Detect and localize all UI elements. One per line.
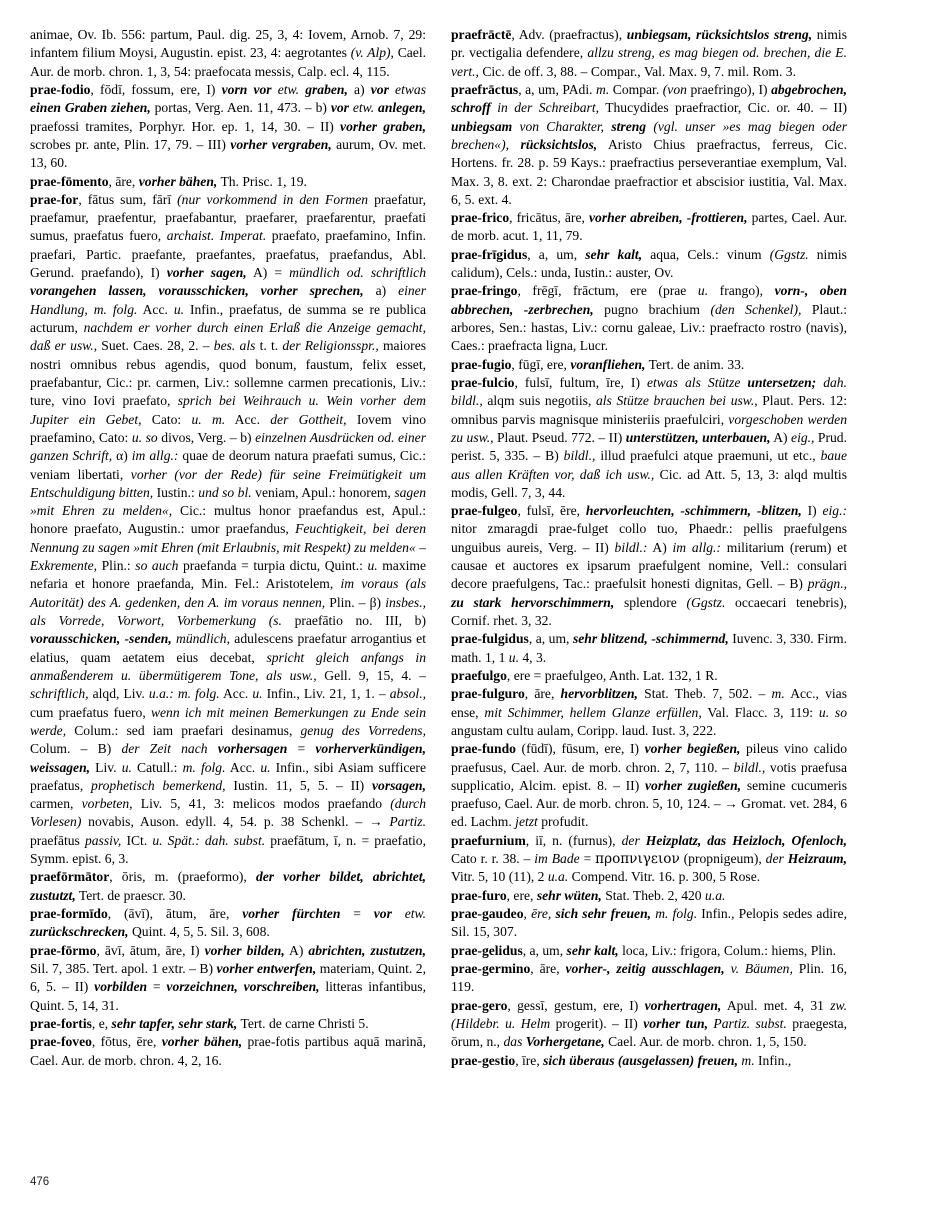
page-columns (30, 26, 906, 1156)
dictionary-entry: prae-formīdo, (āvī), ātum, āre, vorher fürchten = vor etw. zurückschrecken, Quint. 4, 5, 5. Sil. 3, 608. (30, 906, 426, 940)
dictionary-entry: praefrāctus, a, um, PAdi. m. Compar. (von praefringo), I) abgebrochen, schroff in der Schreibart, Thucydides praefractior, Cic. or. 40. – II) unbiegsam von Charakter, streng (vgl. unser »es mag biegen oder brechen«), rücksichtslos, Aristo Chius praefractus, ferreus, Cic. Hortens. fr. 28. p. 59 Kays.: praefractius perseverantiae exemplum, Val. Max. 3, 8. ext. 2: Charondae praefractior et abscisior iustitia, Val. Max. 6, 5. ext. 4. (451, 81, 848, 207)
dictionary-entry: prae-fodio, fōdī, fossum, ere, I) vorn vor etw. graben, a) vor etwas einen Graben ziehen, portas, Verg. Aen. 11, 473. – b) vor etw. anlegen, praefossi tramites, Porphyr. Hor. ep. 1, 14, 30. – II) vorher graben, scrobes pr. ante, Plin. 17, 79. – III) vorher vergraben, aurum, Ov. met. 13, 60. (30, 81, 427, 171)
dictionary-entry: prae-fōrmo, āvī, ātum, āre, I) vorher bilden, A) abrichten, zustutzen, Sil. 7, 385. Tert. apol. 1 extr. – B) vorher entwerfen, materiam, Quint. 2, 6, 5. – II) vorbilden = vorzeichnen, vorschreiben, litteras infantibus, Quint. 5, 14, 31. (30, 942, 427, 1013)
dictionary-entry: prae-gestio, īre, sich überaus (ausgelassen) freuen, m. Infin., (451, 1052, 792, 1068)
dictionary-entry: prae-foveo, fōtus, ēre, vorher bähen, prae-fotis partibus aquā marinā, Cael. Aur. de morb. chron. 4, 2, 16. (30, 1034, 426, 1068)
page-number: 476 (30, 1176, 50, 1188)
right-text-column (451, 26, 847, 1156)
dictionary-entry: prae-fulguro, āre, hervorblitzen, Stat. Theb. 7, 502. – m. Acc., vias ense, mit Schimmer, hellem Glanze erfüllen, Val. Flacc. 3, 119: u. so angustam cultu aulam, Coripp. laud. Iust. 3, 222. (451, 686, 848, 738)
dictionary-entry: prae-gero, gessī, gestum, ere, I) vorhertragen, Apul. met. 4, 31 zw. (Hildebr. u. Helm progerit). – II) vorher tun, Partiz. subst. praegesta, ōrum, n., das Vorhergetane, Cael. Aur. de morb. chron. 1, 5, 150. (451, 997, 847, 1050)
dictionary-entry: prae-fulgidus, a, um, sehr blitzend, -schimmernd, Iuvenc. 3, 330. Firm. math. 1, 1 u. 4, 3. (451, 631, 847, 665)
dictionary-entry: prae-fulgeo, fulsī, ēre, hervorleuchten, -schimmern, -blitzen, I) eig.: nitor zmaragdi prae-fulget collo tuo, Phaedr.: pellis praefulgens unguibus aureis, Verg. – II) bildl.: A) im allg.: militarium (rerum) et causae et auctores ex ipsarum praefulgent nomine, Vell.: consulari decore praefulgens, Tac.: praefulsit honesti dignitas, Gell. – B) prägn., zu stark hervorschimmern, splendore (Ggstz. occaecari tenebris), Cornif. rhet. 3, 32. (451, 503, 848, 628)
dictionary-entry: praefurnium, iī, n. (furnus), der Heizplatz, das Heizloch, Ofenloch, Cato r. r. 38. – im Bade = προπνιγειον (propnigeum), der Heizraum, Vitr. 5, 10 (11), 2 u.a. Compend. Vitr. 16. p. 300, 5 Rose. (451, 832, 847, 885)
dictionary-entry: praefulgo, ere = praefulgeo, Anth. Lat. 132, 1 R. (451, 667, 718, 683)
dictionary-entry: prae-fōmento, āre, vorher bähen, Th. Prisc. 1, 19. (30, 173, 307, 189)
dictionary-entry: prae-gelidus, a, um, sehr kalt, loca, Liv.: frigora, Colum.: hiems, Plin. (451, 942, 837, 958)
dictionary-entry: prae-frico, fricātus, āre, vorher abreiben, -frottieren, partes, Cael. Aur. de morb. acut. 1, 11, 79. (451, 210, 847, 244)
dictionary-entry: prae-fundo (fūdī), fūsum, ere, I) vorher begießen, pileus vino calido praefusus, Cael. Aur. de morb. chron. 2, 7, 110. – bildl., votis praefusa supplicatio, Alcim. epist. 8. – II) vorher zugießen, semine cucumeris praefuso, Cael. Aur. de morb. chron. 5, 10, 124. – → Gromat. vet. 284, 6 ed. Lachm. jetzt profudit. (451, 741, 847, 830)
entry-continuation: animae, Ov. Ib. 556: partum, Paul. dig. 25, 3, 4: Iovem, Arnob. 7, 29: infantem filium Moysi, Augustin. epist. 23, 4: aegrotantes (v. Alp), Cael. Aur. de morb. chron. 1, 3, 54: praefocata messis, Calp. ecl. 4, 115. (30, 27, 426, 79)
dictionary-entry: prae-fulcio, fulsī, fultum, īre, I) etwas als Stütze untersetzen; dah. bildl., alqm suis negotiis, als Stütze brauchen bei usw., Plaut. Pers. 12: omnibus parvis magnisque ministeriis praefulciri, vorgeschoben werden zu usw., Plaut. Pseud. 772. – II) unterstützen, unterbauen, A) eig., Prud. perist. 5, 335. – B) bildl., illud praefulci atque praemuni, ut etc., baue aus allen Kräften vor, daß ich usw., Cic. ad Att. 5, 13, 3: alqd multis modis, Gell. 7, 3, 44. (451, 374, 848, 500)
dictionary-entry: praefrāctē, Adv. (praefractus), unbiegsam, rücksichtslos streng, nimis pr. vectigalia defendere, allzu streng, es mag biegen od. brechen, die E. vert., Cic. de off. 3, 88. – Compar., Val. Max. 9, 7. mil. Rom. 3. (451, 27, 848, 79)
dictionary-entry: praefōrmātor, ōris, m. (praeformo), der vorher bildet, abrichtet, zustutzt, Tert. de praescr. 30. (30, 869, 426, 903)
dictionary-entry: prae-furo, ere, sehr wüten, Stat. Theb. 2, 420 u.a. (451, 887, 726, 903)
dictionary-entry: prae-gaudeo, ēre, sich sehr freuen, m. folg. Infin., Pelopis sedes adire, Sil. 15, 307. (451, 906, 847, 940)
dictionary-entry: prae-for, fātus sum, fārī (nur vorkommend in den Formen praefatur, praefamur, praefentur, praefabantur, praefarer, praefarentur, praefati sumus, praefatus fuero, archaist. Imperat. praefato, praefamino, Infin. praefari, Partic. praefante, praefantes, praefatus, praefandus, Abl. Gerund. praefando), I) vorher sagen, A) = mündlich od. schriftlich vorangehen lassen, vorausschicken, vorher sprechen, a) einer Handlung, m. folg. Acc. u. Infin., praefatus, de summa se re publica acturum, nachdem er vorher durch einen Erlaß die Anzeige gemacht, daß er usw., Suet. Caes. 28, 2. – bes. als t. t. der Religionsspr., maiores nostri omnibus rebus agendis, quod bonum, faustum, felix esset, praefabantur, Cic.: pr. carmen, Liv.: sollemne carmen precationis, Liv.: ture, vino Iovi praefato, sprich bei Weihrauch u. Wein vorher dem Jupiter ein Gebet, Cato: u. m. Acc. der Gottheit, Iovem vino praefamino, Cato: u. so divos, Verg. – b) einzelnen Ausdrücken od. einer ganzen Schrift, α) im allg.: quae de deorum natura praefati sumus, Cic.: veniam libertati, vorher (vor der Rede) für seine Freimütigkeit um Entschuldigung bitten, Iustin.: und so bl. veniam, Apul.: honorem, sagen »mit Ehren zu melden«, Cic.: multus honor praefandus est, Apul.: honore praefato, Augustin.: umor praefandus, Feuchtigkeit, bei deren Nennung zu sagen »mit Ehren (mit Erlaubnis, mit Respekt) zu melden« – Exkremente, Plin.: so auch praefanda = turpia dictu, Quint.: u. maxime nefaria et honore praefanda, Min. Fel.: Aristotelem, im voraus (als Autorität) des A. gedenken, den A. im voraus nennen, Plin. – β) insbes., als Vorrede, Vorwort, Vorbemerkung (s. praefātio no. III, b) vorausschicken, -senden, mündlich, adulescens praefatur arrogantius et elatius, quam aetatem eius decebat, spricht gleich anfangs in anmaßenderem u. übermütigerem Tone, als usw., Gell. 9, 15, 4. – schriftlich, alqd, Liv. u.a.: m. folg. Acc. u. Infin., Liv. 21, 1, 1. – absol., cum praefatus fuero, wenn ich mit meinen Bemerkungen zu Ende sein werde, Colum.: sed iam praefari desinamus, genug des Vorredens, Colum. – B) der Zeit nach vorhersagen = vorherverkündigen, weissagen, Liv. u. Catull.: m. folg. Acc. u. Infin., sibi Asiam sufficere praefatus, prophetisch bemerkend, Iustin. 11, 5, 5. – II) vorsagen, carmen, vorbeten, Liv. 5, 41, 3: melicos modos praefando (durch Vorlesen) novabis, Auson. edyll. 4, 54. p. 38 Schenkl. – → Partiz. praefātus passiv, ICt. u. Spät.: dah. subst. praefātum, ī, n. = praefatio, Symm. epist. 6, 3. (30, 191, 427, 867)
dictionary-entry: prae-fortis, e, sehr tapfer, sehr stark, Tert. de carne Christi 5. (30, 1015, 369, 1031)
dictionary-entry: prae-fugio, fūgī, ere, voranfliehen, Tert. de anim. 33. (451, 356, 745, 372)
dictionary-entry: prae-germino, āre, vorher-, zeitig ausschlagen, v. Bäumen, Plin. 16, 119. (451, 960, 847, 995)
dictionary-entry: prae-frīgidus, a, um, sehr kalt, aqua, Cels.: vinum (Ggstz. nimis calidum), Cels.: unda, Iustin.: auster, Ov. (451, 246, 847, 281)
left-text-column (30, 26, 426, 1156)
dictionary-entry: prae-fringo, frēgī, frāctum, ere (prae u. frango), vorn-, oben abbrechen, -zerbrechen, pugno brachium (den Schenkel), Plaut.: arbores, Sen.: hastas, Liv.: cornu galeae, Liv.: praefracto rostro (navis), Caes.: praefracta ligna, Lucr. (451, 283, 847, 354)
